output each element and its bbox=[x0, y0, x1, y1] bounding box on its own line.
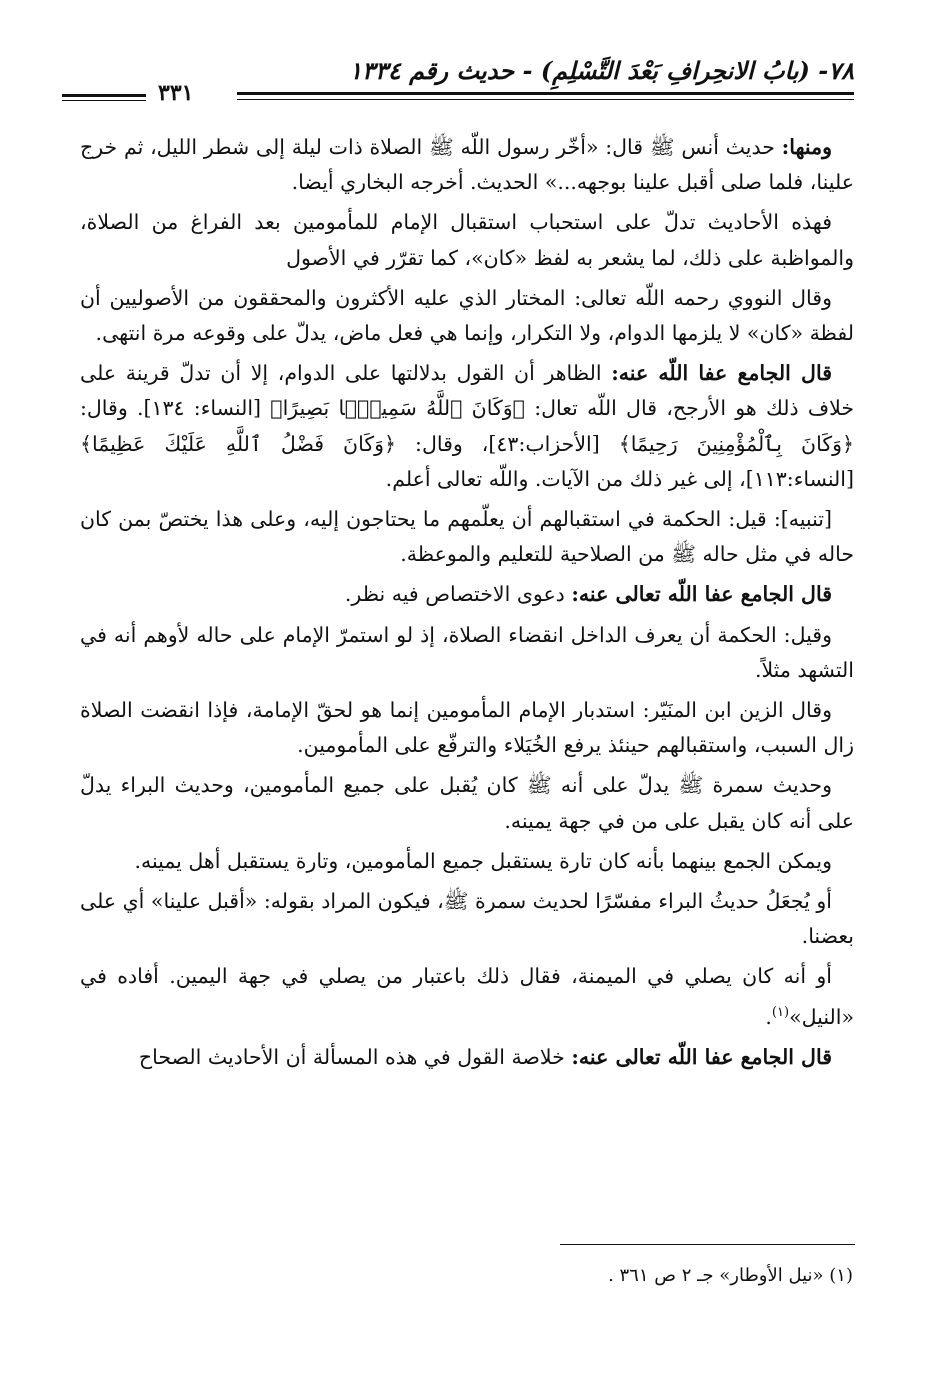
footnote-marker[interactable]: (١) bbox=[771, 1004, 790, 1020]
paragraph bbox=[80, 502, 854, 572]
paragraph-text: أو أنه كان يصلي في الميمنة، فقال ذلك باعتبار من يصلي في جهة اليمين. أفاده في «النيل» bbox=[80, 964, 854, 1029]
paragraph bbox=[80, 356, 854, 497]
header-rule-right bbox=[237, 92, 854, 100]
paragraph-text: ويمكن الجمع بينهما بأنه كان تارة يستقبل جميع المأمومين، وتارة يستقبل أهل يمينه. bbox=[134, 848, 832, 873]
running-header bbox=[62, 52, 854, 106]
paragraph-text: خلاصة القول في هذه المسألة أن الأحاديث الصحاح bbox=[138, 1044, 572, 1069]
paragraph-text: وقال الزين ابن المنَيّر: استدبار الإمام المأمومين إنما هو لحقّ الإمامة، فإذا انقضت الصلاة زال السبب، واستقبالهم حينئذ يرفع الخُيَلاء والترفّع على المأمومين. bbox=[80, 698, 854, 758]
page-number: ٣٣١ bbox=[158, 80, 194, 106]
paragraph-lead: قال الجامع عفا اللّه تعالى عنه: bbox=[571, 582, 832, 607]
paragraph-lead: ومنها: bbox=[781, 135, 832, 159]
paragraph bbox=[80, 281, 854, 351]
paragraph bbox=[80, 768, 854, 838]
paragraph bbox=[80, 884, 854, 954]
header-rule-left bbox=[62, 94, 146, 101]
paragraph bbox=[80, 618, 854, 688]
paragraph bbox=[80, 205, 854, 275]
footnote-divider bbox=[560, 1244, 855, 1245]
paragraph bbox=[80, 693, 854, 763]
paragraph-text: أو يُجعَلُ حديثُ البراء مفسّرًا لحديث سمرة ﷺ، فيكون المراد بقوله: «أقبل علينا» أي على بعضنا. bbox=[80, 889, 854, 949]
paragraph bbox=[80, 844, 854, 879]
body-text bbox=[80, 130, 854, 1080]
paragraph-text: [تنبيه]: قيل: الحكمة في استقبالهم أن يعلّمهم ما يحتاجون إليه، وعلى هذا يختصّ بمن كان حاله في مثل حاله ﷺ من الصلاحية للتعليم والموعظة. bbox=[80, 507, 854, 567]
header-title: ٧٨- (بابُ الانحِرافِ بَعْدَ التَّسْلِمِ) - حديث رقم ١٣٣٤ bbox=[349, 56, 854, 85]
paragraph-tail: . bbox=[765, 1004, 772, 1029]
paragraph-text: الظاهر أن القول بدلالتها على الدوام، إلا أن تدلّ قرينة على خلاف ذلك هو الأرجح، قال اللّه تعال: ﴿وَكَانَ ٱللَّهُ سَمِيعًۢا بَصِيرًا﴾ [النساء: ١٣٤]. وقال: ﴿وَكَانَ بِٱلْمُؤْمِنِينَ رَحِيمًا﴾ [الأحزاب:٤٣]، وقال: ﴿وَكَانَ فَضْلُ ٱللَّهِ عَلَيْكَ عَظِيمًا﴾ [النساء:١١٣]، إلى غير ذلك من الآيات. واللّه تعالى أعلم. bbox=[80, 361, 854, 491]
paragraph bbox=[80, 130, 854, 200]
footnote: (١) «نيل الأوطار» جـ ٢ ص ٣٦١ . bbox=[608, 1265, 853, 1286]
paragraph-text: حديث أنس ﷺ قال: «أخّر رسول اللّه ﷺ الصلاة ذات ليلة إلى شطر الليل، ثم خرج علينا، فلما صلى أقبل علينا بوجهه...» الحديث. أخرجه البخاري أيضا. bbox=[80, 135, 854, 195]
paragraph-text: وقيل: الحكمة أن يعرف الداخل انقضاء الصلاة، إذ لو استمرّ الإمام على حاله لأوهم أنه في التشهد مثلاً. bbox=[80, 622, 854, 682]
paragraph bbox=[80, 959, 854, 1034]
paragraph bbox=[80, 577, 854, 612]
paragraph-text: وقال النووي رحمه اللّه تعالى: المختار الذي عليه الأكثرون والمحققون من الأصوليين أن لفظة «كان» لا يلزمها الدوام، ولا التكرار، وإنما هي فعل ماض، يدلّ على وقوعه مرة انتهى. bbox=[80, 285, 854, 346]
paragraph-text: دعوى الاختصاص فيه نظر. bbox=[344, 582, 572, 607]
paragraph-text: فهذه الأحاديث تدلّ على استحباب استقبال الإمام للمأمومين بعد الفراغ من الصلاة، والمواظبة على ذلك، لما يشعر به لفظ «كان»، كما تقرّر في الأصول bbox=[80, 210, 854, 270]
paragraph bbox=[80, 1040, 854, 1075]
paragraph-text: وحديث سمرة ﷺ يدلّ على أنه ﷺ كان يُقبل على جميع المأمومين، وحديث البراء يدلّ على أنه كان يقبل على من في جهة يمينه. bbox=[80, 773, 854, 833]
paragraph-lead: قال الجامع عفا اللّه عنه: bbox=[611, 361, 833, 386]
paragraph-lead: قال الجامع عفا اللّه تعالى عنه: bbox=[571, 1044, 832, 1069]
